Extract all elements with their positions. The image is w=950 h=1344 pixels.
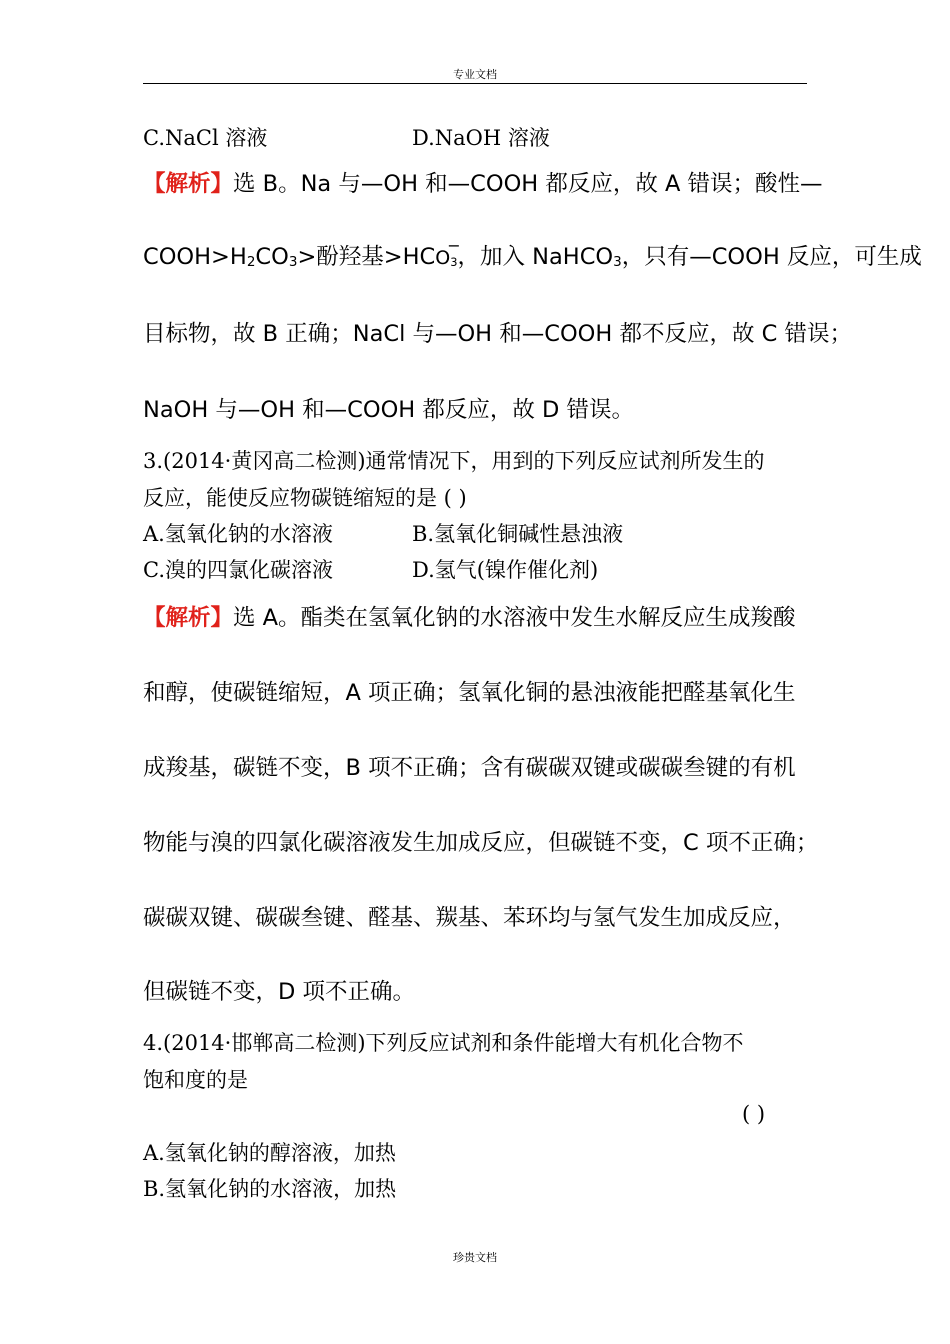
- analysis3-tag: 【解析】: [143, 605, 234, 631]
- q4-stem-line1: 4.(2014·邯郸高二检测)下列反应试剂和条件能增大有机化合物不: [143, 1031, 744, 1055]
- q3-stem-line2: 反应，能使反应物碳链缩短的是 ( ): [143, 486, 467, 510]
- q4-option-a: A.氢氧化钠的醇溶液，加热: [143, 1141, 396, 1165]
- analysis2-line2: [143, 236, 922, 272]
- ion-o: O: [435, 247, 451, 269]
- q4-answer-paren: ( ): [742, 1102, 766, 1126]
- analysis3-line4: 物能与溴的四氯化碳溶液发生加成反应，但碳链不变，C 项不正确；: [143, 830, 819, 856]
- q4-stem-line2: 饱和度的是: [143, 1068, 248, 1092]
- q2-option-d: D.NaOH 溶液: [412, 126, 550, 150]
- analysis2-line1: [143, 170, 823, 198]
- formula-part: >酚羟基>HC: [297, 244, 436, 270]
- formula-part: ，加入 NaHCO: [457, 244, 614, 270]
- analysis2-tag: 【解析】: [143, 171, 234, 197]
- header-rule: [143, 83, 807, 84]
- analysis2-line4: NaOH 与—OH 和—COOH 都反应，故 D 错误。: [143, 397, 635, 423]
- q3-options-row2: [143, 556, 599, 584]
- subscript: 3: [288, 254, 298, 270]
- analysis3-line5: 碳碳双键、碳碳叁键、醛基、羰基、苯环均与氢气发生加成反应，: [143, 905, 796, 931]
- q3-option-b: B.氢氧化铜碱性悬浊液: [412, 522, 624, 546]
- formula-part: COOH>H: [143, 244, 247, 270]
- analysis3-line1: [143, 604, 796, 632]
- q2-options-row: [143, 124, 550, 152]
- q4-option-b: B.氢氧化钠的水溶液，加热: [143, 1177, 397, 1201]
- analysis3-line6: 但碳链不变，D 项不正确。: [143, 979, 415, 1005]
- analysis3-text1: 选 A。酯类在氢氧化钠的水溶液中发生水解反应生成羧酸: [233, 605, 796, 631]
- formula-part: ，只有—COOH 反应，可生成: [621, 244, 922, 270]
- ion-charge: −: [447, 236, 461, 255]
- q2-option-c: C.NaCl 溶液: [143, 126, 268, 150]
- analysis3-line2: 和醇，使碳链缩短，A 项正确；氢氧化铜的悬浊液能把醛基氧化生: [143, 680, 796, 706]
- subscript: 3: [613, 254, 622, 270]
- q3-stem-line1: 3.(2014·黄冈高二检测)通常情况下，用到的下列反应试剂所发生的: [143, 449, 765, 473]
- subscript: 2: [246, 254, 256, 270]
- formula-part: CO: [255, 244, 289, 270]
- q3-option-a: A.氢氧化钠的水溶液: [143, 522, 333, 546]
- page-header: 专业文档: [453, 68, 497, 81]
- page-footer: 珍贵文档: [453, 1251, 497, 1264]
- ion-subscript: 3: [450, 255, 458, 269]
- analysis3-line3: 成羧基，碳链不变，B 项不正确；含有碳碳双键或碳碳叁键的有机: [143, 755, 796, 781]
- q3-option-d: D.氢气(镍作催化剂): [412, 558, 599, 582]
- analysis2-line3: 目标物，故 B 正确；NaCl 与—OH 和—COOH 都不反应，故 C 错误；: [143, 321, 852, 347]
- q3-option-c: C.溴的四氯化碳溶液: [143, 558, 333, 582]
- analysis2-text1: 选 B。Na 与—OH 和—COOH 都反应，故 A 错误；酸性—: [233, 171, 823, 197]
- q3-options-row1: [143, 520, 624, 548]
- bicarbonate-ion: [435, 236, 461, 272]
